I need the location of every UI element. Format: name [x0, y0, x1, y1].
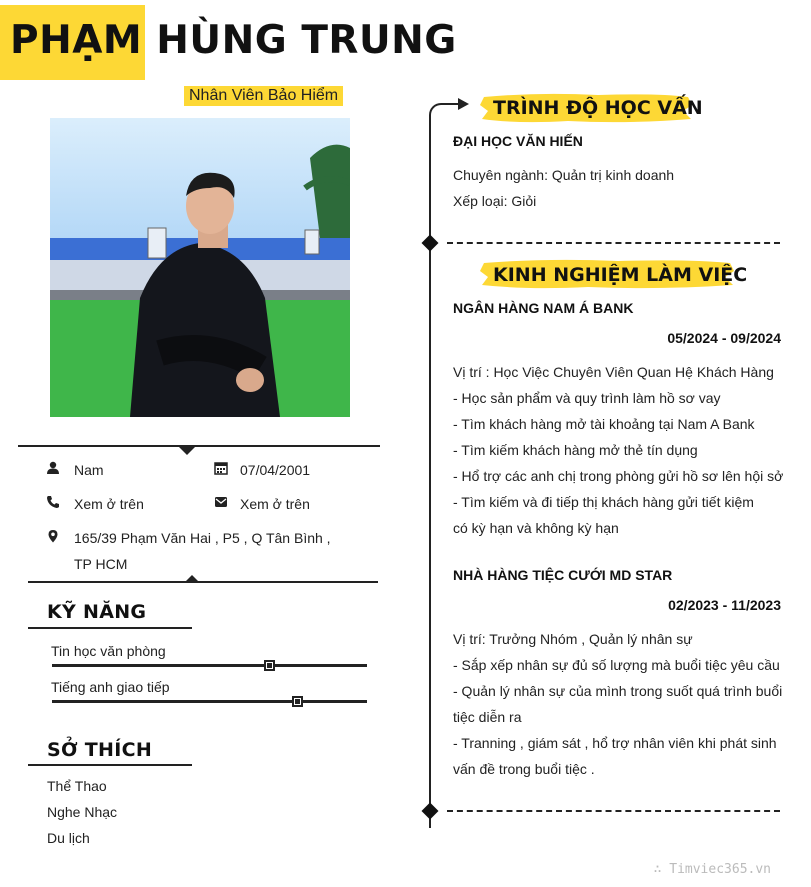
education-grade: Xếp loại: Giỏi [453, 193, 537, 209]
timeline-node [422, 235, 439, 252]
education-title: TRÌNH ĐỘ HỌC VẤN [493, 97, 703, 119]
school-name: ĐẠI HỌC VĂN HIẾN [453, 133, 583, 149]
job-detail-line: vấn đề trong buổi tiệc . [453, 761, 595, 777]
skills-title: KỸ NĂNG [47, 601, 147, 623]
divider-marker [179, 447, 195, 455]
job-detail-line: có kỳ hạn và không kỳ hạn [453, 520, 619, 536]
address-line-1: 165/39 Phạm Văn Hai , P5 , Q Tân Bình , [74, 530, 331, 546]
hobby-item: Thể Thao [47, 778, 107, 794]
job-company: NHÀ HÀNG TIỆC CƯỚI MD STAR [453, 567, 673, 583]
calendar-icon [214, 461, 228, 475]
timeline-line [429, 118, 431, 828]
job-company: NGÂN HÀNG NAM Á BANK [453, 300, 634, 316]
job-title: Nhân Viên Bảo Hiểm [184, 86, 343, 106]
job-detail-line: - Tìm kiếm khách hàng mở thẻ tín dụng [453, 442, 698, 458]
user-icon [46, 461, 60, 475]
divider [18, 445, 380, 447]
map-pin-icon [46, 529, 60, 543]
job-period: 05/2024 - 09/2024 [667, 330, 781, 346]
skill-label: Tiếng anh giao tiếp [51, 679, 170, 695]
education-major: Chuyên ngành: Quản trị kinh doanh [453, 167, 675, 183]
job-detail-line: Vị trí : Học Việc Chuyên Viên Quan Hệ Khách Hàng [453, 364, 774, 380]
skill-bar [52, 664, 367, 667]
experience-title: KINH NGHIỆM LÀM VIỆC [493, 264, 748, 286]
birthday: 07/04/2001 [240, 462, 311, 478]
phone-icon [46, 495, 60, 509]
job-detail-line: - Tìm kiếm và đi tiếp thị khách hàng gửi tiết kiệm [453, 494, 754, 510]
job-detail-line: Vị trí: Trưởng Nhóm , Quản lý nhân sự [453, 631, 693, 647]
profile-photo [50, 118, 350, 417]
arrow-right-icon [458, 98, 469, 110]
skill-bar [52, 700, 367, 703]
skill-level-marker [292, 696, 303, 707]
skill-label: Tin học văn phòng [51, 643, 166, 659]
divider [28, 581, 378, 583]
hobbies-title: SỞ THÍCH [47, 739, 153, 761]
section-divider [447, 810, 780, 812]
job-detail-line: - Sắp xếp nhân sự đủ số lượng mà buổi tiệc yêu cầu [453, 657, 780, 673]
hobby-item: Nghe Nhạc [47, 804, 118, 820]
gender: Nam [74, 462, 104, 478]
job-detail-line: - Học sản phẩm và quy trình làm hồ sơ vay [453, 390, 721, 406]
watermark: ∴ Timviec365.vn [653, 862, 771, 877]
section-divider [447, 242, 780, 244]
skills-underline [28, 627, 192, 629]
address-line-2: TP HCM [74, 556, 128, 572]
job-period: 02/2023 - 11/2023 [668, 597, 781, 613]
job-detail-line: - Hổ trợ các anh chị trong phòng gửi hồ sơ lên hội sở [453, 468, 784, 484]
envelope-icon [214, 495, 228, 509]
watermark-text: Timviec365.vn [669, 862, 771, 877]
timeline-node [422, 803, 439, 820]
candidate-name: PHẠM HÙNG TRUNG [10, 18, 457, 63]
job-detail-line: tiệc diễn ra [453, 709, 522, 725]
hobbies-underline [28, 764, 192, 766]
hobby-item: Du lịch [47, 830, 90, 846]
job-detail-line: - Tranning , giám sát , hổ trợ nhân viên khi phát sinh [453, 735, 777, 751]
phone: Xem ở trên [74, 496, 144, 512]
email: Xem ở trên [240, 496, 310, 512]
skill-level-marker [264, 660, 275, 671]
timeline-curve [429, 103, 443, 120]
job-detail-line: - Quản lý nhân sự của mình trong suốt quá trình buổi [453, 683, 783, 699]
job-detail-line: - Tìm khách hàng mở tài khoảng tại Nam A Bank [453, 416, 755, 432]
